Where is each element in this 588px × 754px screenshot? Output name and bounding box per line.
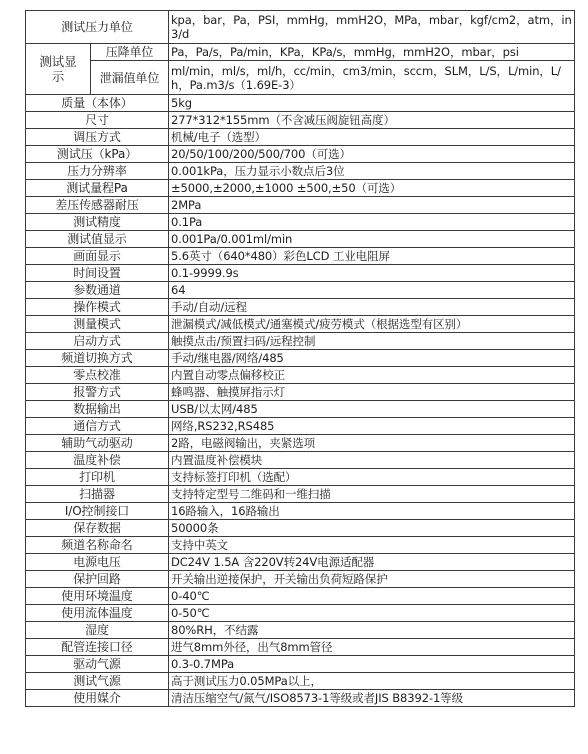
spec-value: 开关输出逆接保护，开关输出负荷短路保护	[169, 571, 575, 588]
spec-row	[26, 367, 575, 384]
spec-label: 湿度	[26, 622, 169, 639]
spec-row	[26, 350, 575, 367]
spec-value: 0-50℃	[169, 605, 575, 622]
spec-row	[26, 486, 575, 503]
spec-label: 通信方式	[26, 418, 169, 435]
spec-value: 0.1Pa	[169, 214, 575, 231]
spec-row	[26, 61, 575, 95]
spec-row	[26, 639, 575, 656]
spec-label: 参数通道	[26, 282, 169, 299]
spec-row	[26, 146, 575, 163]
spec-row	[26, 469, 575, 486]
spec-label: 测量模式	[26, 316, 169, 333]
spec-label: 调压方式	[26, 129, 169, 146]
spec-value: 0.1-9999.9s	[169, 265, 575, 282]
spec-label: 使用媒介	[26, 690, 169, 707]
spec-row	[26, 503, 575, 520]
spec-value: 蜂鸣器、触摸屏指示灯	[169, 384, 575, 401]
spec-value: 2MPa	[169, 197, 575, 214]
spec-row	[26, 384, 575, 401]
spec-row	[26, 554, 575, 571]
spec-label: 测试值显示	[26, 231, 169, 248]
spec-value: DC24V 1.5A 含220V转24V电源适配器	[169, 554, 575, 571]
spec-label: 测试气源	[26, 673, 169, 690]
spec-row	[26, 231, 575, 248]
spec-value: 清洁压缩空气/氮气/ISO8573-1等级或者JIS B8392-1等级	[169, 690, 575, 707]
spec-value: ml/min，ml/s，ml/h，cc/min，cm3/min，sccm，SLM，L/S，L/min，L/h，Pa.m3/s（1.69E-3）	[169, 61, 575, 95]
spec-value: ±5000,±2000,±1000 ±500,±50（可选）	[169, 180, 575, 197]
spec-row	[26, 605, 575, 622]
spec-label: 泄漏值单位	[91, 61, 169, 95]
spec-value: 0.001Pa/0.001ml/min	[169, 231, 575, 248]
spec-value: 2路，电磁阀输出，夹紧选项	[169, 435, 575, 452]
spec-label: 测试量程Pa	[26, 180, 169, 197]
spec-row	[26, 129, 575, 146]
spec-row	[26, 520, 575, 537]
spec-value: kpa，bar，Pa，PSI，mmHg，mmH2O，MPa，mbar，kgf/cm2，atm，in3/d	[169, 11, 575, 44]
spec-row	[26, 571, 575, 588]
spec-row	[26, 656, 575, 673]
spec-value: 5.6英寸（640*480）彩色LCD 工业电阻屏	[169, 248, 575, 265]
spec-label: I/O控制接口	[26, 503, 169, 520]
spec-value: Pa，Pa/s，Pa/min，KPa，KPa/s，mmHg，mmH2O，mbar，psi	[169, 44, 575, 61]
spec-label: 频道切换方式	[26, 350, 169, 367]
spec-row	[26, 418, 575, 435]
spec-value: 手动/自动/远程	[169, 299, 575, 316]
spec-value: 手动/继电器/网络/485	[169, 350, 575, 367]
spec-label: 保存数据	[26, 520, 169, 537]
spec-rows	[26, 95, 575, 707]
spec-value: 50000条	[169, 520, 575, 537]
spec-label: 启动方式	[26, 333, 169, 350]
spec-row	[26, 333, 575, 350]
spec-row	[26, 435, 575, 452]
spec-label: 尺寸	[26, 112, 169, 129]
spec-value: 内置自动零点偏移校正	[169, 367, 575, 384]
spec-label: 频道名称命名	[26, 537, 169, 554]
spec-label: 使用环境温度	[26, 588, 169, 605]
spec-value: 触摸点击/预置扫码/远程控制	[169, 333, 575, 350]
spec-label: 压力分辨率	[26, 163, 169, 180]
spec-value: 277*312*155mm（不含减压阀旋钮高度）	[169, 112, 575, 129]
spec-value: 20/50/100/200/500/700（可选）	[169, 146, 575, 163]
spec-label: 时间设置	[26, 265, 169, 282]
spec-label: 保护回路	[26, 571, 169, 588]
spec-row	[26, 248, 575, 265]
spec-label: 操作模式	[26, 299, 169, 316]
spec-label: 电源电压	[26, 554, 169, 571]
spec-value: 泄漏模式/减低模式/通塞模式/疲劳模式（根据选型有区别）	[169, 316, 575, 333]
spec-label: 测试压力单位	[26, 11, 169, 44]
spec-row	[26, 690, 575, 707]
spec-row	[26, 11, 575, 44]
spec-value: 机械/电子（选型）	[169, 129, 575, 146]
spec-label: 压降单位	[91, 44, 169, 61]
spec-row	[26, 588, 575, 605]
spec-table	[25, 10, 575, 707]
spec-row	[26, 673, 575, 690]
spec-row	[26, 44, 575, 61]
spec-value: 0-40℃	[169, 588, 575, 605]
spec-label: 差压传感器耐压	[26, 197, 169, 214]
spec-label: 温度补偿	[26, 452, 169, 469]
spec-row	[26, 401, 575, 418]
spec-label: 扫描器	[26, 486, 169, 503]
spec-value: 0.3-0.7MPa	[169, 656, 575, 673]
spec-value: 支持特定型号二维码和一维扫描	[169, 486, 575, 503]
spec-value: 5kg	[169, 95, 575, 112]
spec-value: USB/以太网/485	[169, 401, 575, 418]
spec-row	[26, 282, 575, 299]
spec-row	[26, 452, 575, 469]
spec-label: 画面显示	[26, 248, 169, 265]
spec-label: 零点校准	[26, 367, 169, 384]
test-display-group-label: 测试显示	[26, 44, 91, 95]
spec-value: 0.001kPa，压力显示小数点后3位	[169, 163, 575, 180]
spec-label: 测试压（kPa）	[26, 146, 169, 163]
spec-row	[26, 95, 575, 112]
spec-label: 测试精度	[26, 214, 169, 231]
spec-value: 16路输入，16路输出	[169, 503, 575, 520]
spec-label: 使用流体温度	[26, 605, 169, 622]
spec-value: 80%RH，不结露	[169, 622, 575, 639]
spec-row	[26, 214, 575, 231]
spec-row	[26, 316, 575, 333]
spec-value: 内置温度补偿模块	[169, 452, 575, 469]
spec-row	[26, 163, 575, 180]
spec-label: 数据输出	[26, 401, 169, 418]
spec-label: 辅助气动驱动	[26, 435, 169, 452]
spec-row	[26, 299, 575, 316]
spec-label: 驱动气源	[26, 656, 169, 673]
spec-row	[26, 180, 575, 197]
spec-value: 支持标签打印机（选配）	[169, 469, 575, 486]
spec-value: 进气8mm外径，出气8mm管径	[169, 639, 575, 656]
spec-label: 报警方式	[26, 384, 169, 401]
spec-value: 支持中英文	[169, 537, 575, 554]
spec-row	[26, 622, 575, 639]
spec-row	[26, 112, 575, 129]
spec-row	[26, 197, 575, 214]
spec-row	[26, 265, 575, 282]
spec-row	[26, 537, 575, 554]
spec-label: 打印机	[26, 469, 169, 486]
spec-value: 64	[169, 282, 575, 299]
spec-value: 高于测试压力0.05MPa以上，	[169, 673, 575, 690]
spec-value: 网络,RS232,RS485	[169, 418, 575, 435]
spec-label: 配管连接口径	[26, 639, 169, 656]
spec-label: 质量（本体）	[26, 95, 169, 112]
